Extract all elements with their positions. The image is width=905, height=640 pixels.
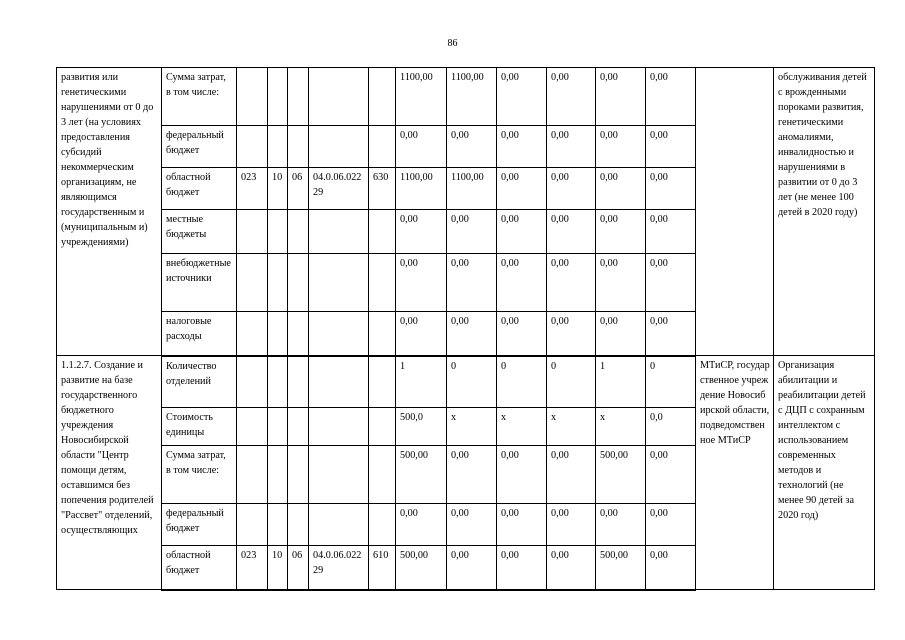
value-2017: 0,00 bbox=[547, 504, 596, 546]
kbk-target-article bbox=[309, 312, 369, 356]
value-2019: 0,00 bbox=[646, 126, 696, 168]
row-label: внебюджетные источники bbox=[162, 254, 237, 312]
value-2015: 1100,00 bbox=[447, 168, 497, 210]
kbk-target-article bbox=[309, 446, 369, 504]
kbk-target-article bbox=[309, 254, 369, 312]
executor-cell bbox=[696, 68, 774, 356]
value-2017: 0,00 bbox=[547, 254, 596, 312]
kbk-section bbox=[268, 408, 288, 446]
value-2016: 0,00 bbox=[497, 168, 547, 210]
kbk-section bbox=[268, 254, 288, 312]
value-2016: 0,00 bbox=[497, 126, 547, 168]
value-2015: 0,00 bbox=[447, 254, 497, 312]
kbk-expense-type bbox=[369, 312, 396, 356]
kbk-section bbox=[268, 68, 288, 126]
row-label: Количество отделений bbox=[162, 356, 237, 408]
value-2018: 0,00 bbox=[596, 312, 646, 356]
value-2019: 0,00 bbox=[646, 312, 696, 356]
kbk-target-article bbox=[309, 68, 369, 126]
value-2019: 0,00 bbox=[646, 68, 696, 126]
kbk-target-article bbox=[309, 356, 369, 408]
kbk-expense-type: 610 bbox=[369, 546, 396, 590]
kbk-ministry: 023 bbox=[237, 168, 268, 210]
kbk-ministry: 023 bbox=[237, 546, 268, 590]
value-2015: 0,00 bbox=[447, 446, 497, 504]
value-2017: 0,00 bbox=[547, 168, 596, 210]
value-2015: 0,00 bbox=[447, 312, 497, 356]
kbk-subsection: 06 bbox=[288, 546, 309, 590]
kbk-target-article: 04.0.06.02229 bbox=[309, 168, 369, 210]
value-2016: 0,00 bbox=[497, 254, 547, 312]
value-2017: 0 bbox=[547, 356, 596, 408]
value-2016: 0,00 bbox=[497, 504, 547, 546]
value-2016: 0,00 bbox=[497, 210, 547, 254]
value-total: 1100,00 bbox=[396, 68, 447, 126]
value-2019: 0,00 bbox=[646, 210, 696, 254]
value-2018: 500,00 bbox=[596, 546, 646, 590]
value-total: 0,00 bbox=[396, 126, 447, 168]
value-2018: 0,00 bbox=[596, 168, 646, 210]
value-total: 500,00 bbox=[396, 546, 447, 590]
value-total: 0,00 bbox=[396, 312, 447, 356]
value-2016: 0,00 bbox=[497, 546, 547, 590]
row-label: Стоимость единицы bbox=[162, 408, 237, 446]
kbk-subsection bbox=[288, 312, 309, 356]
kbk-section bbox=[268, 446, 288, 504]
table-row bbox=[57, 356, 875, 408]
value-2019: 0,00 bbox=[646, 546, 696, 590]
value-2018: х bbox=[596, 408, 646, 446]
kbk-ministry bbox=[237, 126, 268, 168]
kbk-expense-type bbox=[369, 210, 396, 254]
value-2019: 0,00 bbox=[646, 254, 696, 312]
value-2018: 0,00 bbox=[596, 210, 646, 254]
value-total: 500,0 bbox=[396, 408, 447, 446]
kbk-section: 10 bbox=[268, 168, 288, 210]
value-total: 0,00 bbox=[396, 210, 447, 254]
value-2015: 0,00 bbox=[447, 546, 497, 590]
value-total: 500,00 bbox=[396, 446, 447, 504]
value-2017: 0,00 bbox=[547, 126, 596, 168]
value-2015: 0,00 bbox=[447, 210, 497, 254]
kbk-section bbox=[268, 312, 288, 356]
kbk-section bbox=[268, 126, 288, 168]
value-2016: 0,00 bbox=[497, 312, 547, 356]
expected-result: Организация абилитации и реабилитации детей с ДЦП с сохранным интеллектом с использованием современных методов и технологий (не менее 90 детей за 2020 год) bbox=[774, 356, 875, 590]
executor-cell: МТиСР, государственное учреждение Новосибирской области, подведомственное МТиСР bbox=[696, 356, 774, 590]
kbk-section bbox=[268, 504, 288, 546]
value-2016: х bbox=[497, 408, 547, 446]
page-number: 86 bbox=[447, 38, 458, 49]
value-2018: 0,00 bbox=[596, 504, 646, 546]
value-2016: 0,00 bbox=[497, 446, 547, 504]
kbk-ministry bbox=[237, 356, 268, 408]
kbk-target-article bbox=[309, 408, 369, 446]
kbk-ministry bbox=[237, 446, 268, 504]
value-2018: 0,00 bbox=[596, 254, 646, 312]
value-total: 1 bbox=[396, 356, 447, 408]
kbk-expense-type: 630 bbox=[369, 168, 396, 210]
kbk-expense-type bbox=[369, 356, 396, 408]
kbk-expense-type bbox=[369, 408, 396, 446]
value-2018: 0,00 bbox=[596, 126, 646, 168]
value-2017: 0,00 bbox=[547, 68, 596, 126]
value-2019: 0,00 bbox=[646, 446, 696, 504]
measure-description: 1.1.2.7. Создание и развитие на базе государственного бюджетного учреждения Новосибирской области "Центр помощи детям, оставшимся без попечения родителей "Рассвет" отделений, осуществляющих bbox=[57, 356, 162, 590]
kbk-target-article bbox=[309, 126, 369, 168]
expected-result: обслуживания детей с врожденными пороками развития, генетическими аномалиями, инвалидностью и нарушениями в развитии от 0 до 3 лет (не менее 100 детей в 2020 году) bbox=[774, 68, 875, 356]
value-2017: х bbox=[547, 408, 596, 446]
kbk-section bbox=[268, 356, 288, 408]
row-label: федеральный бюджет bbox=[162, 504, 237, 546]
value-2018: 0,00 bbox=[596, 68, 646, 126]
kbk-ministry bbox=[237, 408, 268, 446]
budget-table bbox=[56, 67, 875, 591]
row-label: Сумма затрат, в том числе: bbox=[162, 446, 237, 504]
value-2019: 0 bbox=[646, 356, 696, 408]
kbk-section bbox=[268, 210, 288, 254]
value-total: 0,00 bbox=[396, 504, 447, 546]
value-2016: 0,00 bbox=[497, 68, 547, 126]
kbk-subsection bbox=[288, 210, 309, 254]
value-2017: 0,00 bbox=[547, 546, 596, 590]
kbk-expense-type bbox=[369, 504, 396, 546]
value-2015: 0 bbox=[447, 356, 497, 408]
row-label: Сумма затрат, в том числе: bbox=[162, 68, 237, 126]
kbk-subsection bbox=[288, 356, 309, 408]
kbk-ministry bbox=[237, 254, 268, 312]
kbk-expense-type bbox=[369, 126, 396, 168]
kbk-subsection bbox=[288, 504, 309, 546]
kbk-expense-type bbox=[369, 254, 396, 312]
kbk-section: 10 bbox=[268, 546, 288, 590]
value-2017: 0,00 bbox=[547, 210, 596, 254]
value-2018: 500,00 bbox=[596, 446, 646, 504]
kbk-ministry bbox=[237, 312, 268, 356]
row-label: налоговые расходы bbox=[162, 312, 237, 356]
row-label: федеральный бюджет bbox=[162, 126, 237, 168]
value-2015: 0,00 bbox=[447, 504, 497, 546]
kbk-ministry bbox=[237, 210, 268, 254]
kbk-subsection bbox=[288, 254, 309, 312]
kbk-target-article bbox=[309, 210, 369, 254]
kbk-subsection: 06 bbox=[288, 168, 309, 210]
value-2019: 0,00 bbox=[646, 168, 696, 210]
row-label: областной бюджет bbox=[162, 546, 237, 590]
value-2015: х bbox=[447, 408, 497, 446]
kbk-target-article bbox=[309, 504, 369, 546]
value-2017: 0,00 bbox=[547, 446, 596, 504]
kbk-subsection bbox=[288, 126, 309, 168]
value-2015: 0,00 bbox=[447, 126, 497, 168]
value-2018: 1 bbox=[596, 356, 646, 408]
value-2019: 0,0 bbox=[646, 408, 696, 446]
value-total: 1100,00 bbox=[396, 168, 447, 210]
kbk-subsection bbox=[288, 446, 309, 504]
kbk-subsection bbox=[288, 408, 309, 446]
measure-description: развития или генетическими нарушениями от 0 до 3 лет (на условиях предоставления субсидий некоммерческим организациям, не являющимся государственным и (муниципальным и) учреждениями) bbox=[57, 68, 162, 356]
kbk-ministry bbox=[237, 68, 268, 126]
kbk-expense-type bbox=[369, 68, 396, 126]
value-2016: 0 bbox=[497, 356, 547, 408]
row-label: областной бюджет bbox=[162, 168, 237, 210]
value-2019: 0,00 bbox=[646, 504, 696, 546]
value-2017: 0,00 bbox=[547, 312, 596, 356]
kbk-subsection bbox=[288, 68, 309, 126]
kbk-target-article: 04.0.06.02229 bbox=[309, 546, 369, 590]
kbk-ministry bbox=[237, 504, 268, 546]
kbk-expense-type bbox=[369, 446, 396, 504]
value-2015: 1100,00 bbox=[447, 68, 497, 126]
row-label: местные бюджеты bbox=[162, 210, 237, 254]
value-total: 0,00 bbox=[396, 254, 447, 312]
table-row bbox=[57, 68, 875, 126]
